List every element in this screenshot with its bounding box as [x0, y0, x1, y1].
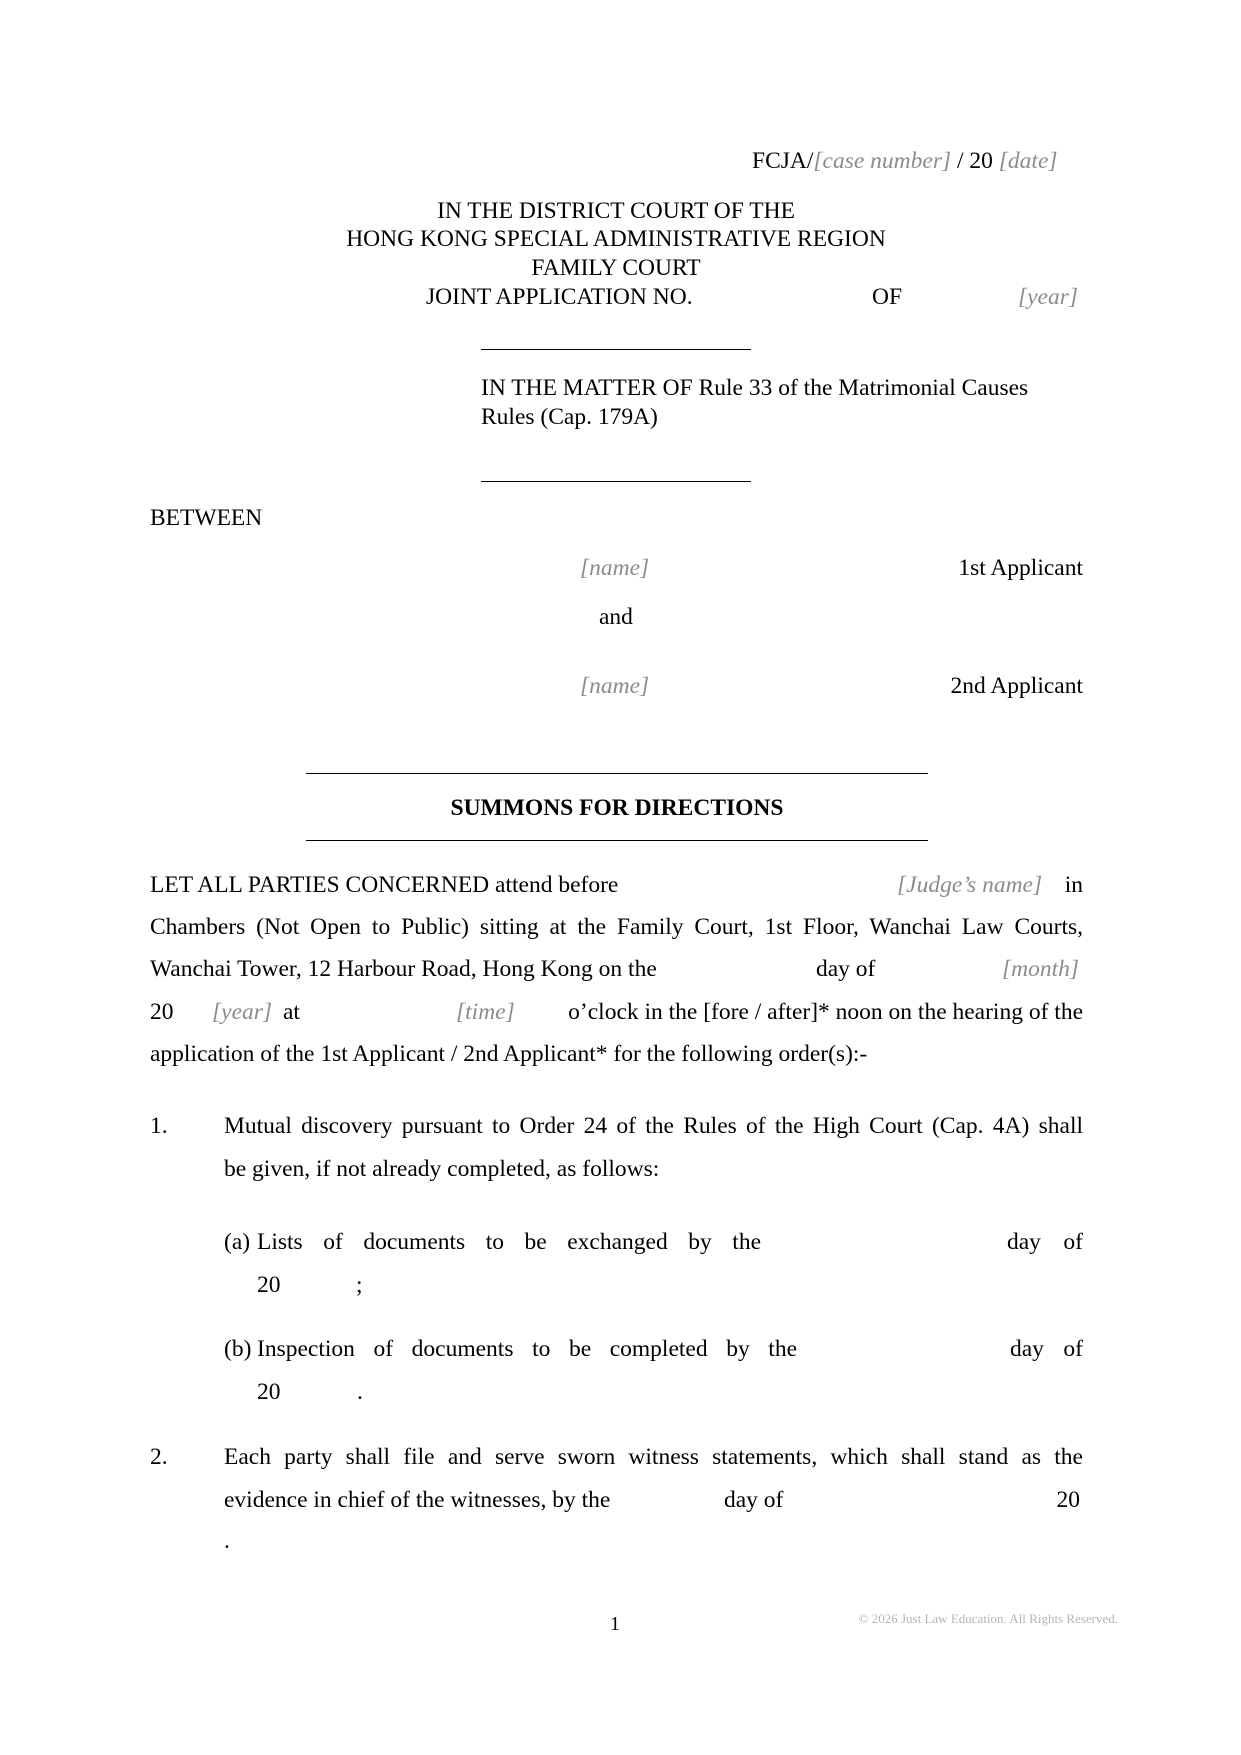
between-label: BETWEEN — [150, 505, 263, 531]
matter-line-2: Rules (Cap. 179A) — [481, 404, 658, 430]
court-line-3: FAMILY COURT — [531, 255, 701, 281]
item-2-line-1: Each party shall file and serve sworn witness statements, which shall stand as the — [224, 1444, 1083, 1470]
intro-year-placeholder: [year] — [212, 999, 273, 1025]
intro-line-1 — [150, 874, 1083, 898]
intro-line-4 — [150, 1001, 1083, 1025]
court-line-2: HONG KONG SPECIAL ADMINISTRATIVE REGION — [346, 226, 886, 252]
title-rule-top — [306, 773, 928, 774]
item-1-line-1: Mutual discovery pursuant to Order 24 of the Rules of the High Court (Cap. 4A) shall — [224, 1113, 1083, 1139]
document-title: SUMMONS FOR DIRECTIONS — [450, 795, 784, 821]
item-1a-label: (a) — [224, 1229, 251, 1255]
and-label: and — [599, 604, 633, 630]
divider-short-2 — [481, 481, 751, 482]
intro-line-3 — [150, 958, 1083, 982]
item-2-day-of: day of — [724, 1487, 784, 1513]
intro-line-5: application of the 1st Applicant / 2nd Applicant* for the following order(s):- — [150, 1041, 868, 1067]
second-applicant-name: [name] — [580, 673, 650, 699]
of-label: OF — [872, 284, 903, 310]
intro-line-2: Chambers (Not Open to Public) sitting at the Family Court, 1st Floor, Wanchai Law Courts, — [150, 914, 1083, 940]
application-label: JOINT APPLICATION NO. — [426, 284, 693, 310]
item-2-twenty: 20 — [1056, 1487, 1080, 1513]
time-placeholder: [time] — [456, 999, 515, 1025]
intro-at: at — [283, 999, 300, 1025]
intro-line-1-text: LET ALL PARTIES CONCERNED attend before — [150, 872, 619, 898]
year-placeholder: [year] — [1017, 284, 1078, 310]
case-ref-mid: / 20 — [951, 148, 999, 174]
item-1a-text: Lists of documents to be exchanged by the — [257, 1229, 761, 1255]
item-1b-twenty: 20 — [257, 1379, 281, 1405]
intro-line-3-text: Wanchai Tower, 12 Harbour Road, Hong Kong on the — [150, 956, 657, 982]
item-1a-twenty: 20 — [257, 1272, 281, 1298]
page-number: 1 — [610, 1613, 620, 1635]
case-reference — [752, 150, 1058, 174]
second-applicant-role: 2nd Applicant — [950, 673, 1083, 699]
item-1b-text: Inspection of documents to be completed by the — [257, 1336, 797, 1362]
item-1-number: 1. — [150, 1113, 168, 1139]
item-1-line-2: be given, if not already completed, as follows: — [224, 1156, 660, 1182]
case-number-placeholder: [case number] — [813, 148, 952, 174]
divider-short-1 — [481, 349, 751, 350]
intro-line-4-twenty: 20 — [150, 999, 174, 1025]
title-rule-bottom — [306, 840, 928, 841]
first-applicant-name: [name] — [580, 555, 650, 581]
item-1a-end: ; — [356, 1272, 363, 1298]
item-1a-day-of: day of — [1007, 1229, 1083, 1255]
item-2-line-2 — [224, 1489, 1080, 1513]
item-2-line-3: . — [224, 1528, 230, 1554]
first-applicant-role: 1st Applicant — [958, 555, 1083, 581]
intro-line-3-day-of: day of — [816, 956, 876, 982]
case-ref-prefix: FCJA/ — [752, 148, 814, 174]
date-placeholder: [date] — [998, 148, 1058, 174]
intro-line-1-end: in — [1064, 872, 1083, 898]
judge-name-placeholder: [Judge’s name] — [897, 872, 1043, 898]
intro-line-4-rest: o’clock in the [fore / after]* noon on the hearing of the — [568, 999, 1083, 1025]
item-1b-label: (b) — [224, 1336, 252, 1362]
copyright-notice: © 2026 Just Law Education. All Rights Reserved. — [858, 1611, 1118, 1626]
matter-line-1: IN THE MATTER OF Rule 33 of the Matrimonial Causes — [481, 375, 1029, 401]
court-line-1: IN THE DISTRICT COURT OF THE — [437, 198, 795, 224]
item-1b-day-of: day of — [1010, 1336, 1083, 1362]
item-2-line-2-text: evidence in chief of the witnesses, by the — [224, 1487, 611, 1513]
item-2-number: 2. — [150, 1444, 168, 1470]
item-1b-end: . — [357, 1379, 363, 1405]
month-placeholder: [month] — [1001, 956, 1079, 982]
